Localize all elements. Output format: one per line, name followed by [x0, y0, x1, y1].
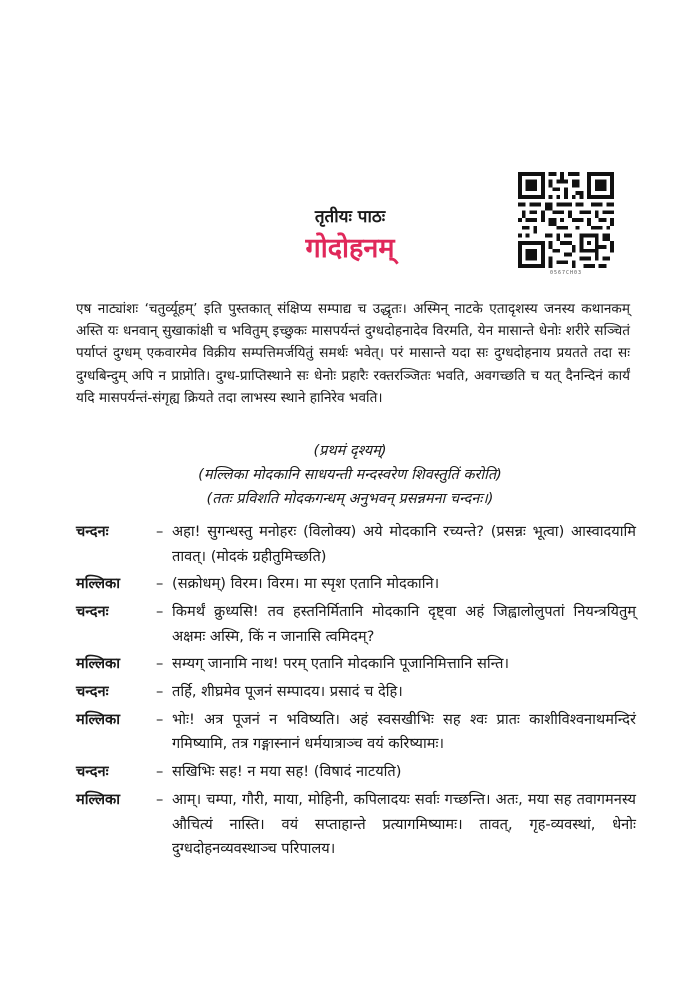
- speaker-dash: –: [156, 710, 164, 728]
- dialogue-line: [76, 680, 636, 705]
- dialogue-line: [76, 708, 636, 757]
- speech-text: सखिभिः सह! न मया सह! (विषादं नाटयति): [172, 763, 402, 781]
- speaker-dash: –: [156, 523, 164, 540]
- speaker-dash: –: [156, 655, 164, 673]
- dialogue: [76, 520, 636, 865]
- speech-text: सम्यग् जानामि नाथ! परम् एतानि मोदकानि पूजानिमित्तानि सन्ति।: [172, 655, 509, 673]
- scene-heading: (प्रथमं दृश्यम्): [313, 443, 387, 459]
- stage-direction: (ततः प्रविशति मोदकगन्धम् अनुभवन् प्रसन्नमना चन्दनः।): [206, 491, 494, 507]
- speaker-name: मल्लिका: [76, 710, 120, 728]
- qr-code-label: 0567CH03: [549, 270, 583, 276]
- speaker-name: मल्लिका: [76, 575, 120, 593]
- dialogue-line: [76, 652, 636, 677]
- speaker-dash: –: [156, 791, 164, 809]
- dialogue-line: [76, 600, 636, 649]
- speaker-dash: –: [156, 683, 164, 701]
- speaker-name: मल्लिका: [76, 791, 120, 809]
- dialogue-line: [76, 760, 636, 785]
- speaker-name: चन्दनः: [76, 763, 109, 781]
- dialogue-line: [76, 572, 636, 597]
- speaker-dash: –: [156, 763, 164, 781]
- speech-text: किमर्थं क्रुध्यसि! तव हस्तनिर्मितानि मोदकानि दृष्ट्वा अहं जिह्वालोलुपतां नियन्त्रयितुम् अक्षमः अस्मि, किं न जानासि त्वमिदम्?: [172, 603, 636, 645]
- qr-code-icon[interactable]: [518, 172, 614, 268]
- speech-text: (सक्रोधम्) विरम। विरम। मा स्पृश एतानि मोदकानि।: [172, 575, 440, 593]
- speaker-name: मल्लिका: [76, 655, 120, 673]
- speech-text: अहा! सुगन्धस्तु मनोहरः (विलोक्य) अये मोदकानि रच्यन्ते? (प्रसन्नः भूत्वा) आस्वादयामि तावत्। (मोदकं ग्रहीतुमिच्छति): [172, 523, 636, 565]
- dialogue-line: [76, 788, 636, 862]
- lesson-title: गोदोहनम्: [305, 233, 395, 264]
- speech-text: भोः! अत्र पूजनं न भविष्यति। अहं स्वसखीभिः सह श्वः प्रातः काशीविश्वनाथमन्दिरं गमिष्यामि, तत्र गङ्गास्नानं धर्मयात्राञ्च वयं करिष्यामः।: [172, 710, 636, 753]
- speaker-name: चन्दनः: [76, 523, 109, 540]
- dialogue-line: [76, 520, 636, 569]
- speaker-dash: –: [156, 603, 164, 621]
- speech-text: तर्हि, शीघ्रमेव पूजनं सम्पादय। प्रसादं च देहि।: [172, 683, 403, 701]
- speaker-name: चन्दनः: [76, 683, 109, 701]
- speech-text: आम्। चम्पा, गौरी, माया, मोहिनी, कपिलादयः सर्वाः गच्छन्ति। अतः, मया सह तवागमनस्य औचित्यं नास्ति। वयं सप्ताहान्ते प्रत्यागमिष्यामः। तावत्, गृह-व्यवस्थां, धेनोः दुग्धदोहनव्यवस्थाञ्च परिपालय।: [172, 791, 636, 858]
- speaker-dash: –: [156, 575, 164, 593]
- speaker-name: चन्दनः: [76, 603, 109, 621]
- lesson-number: तृतीयः पाठः: [314, 207, 386, 227]
- intro-paragraph: एष नाट्यांशः ‘चतुर्व्यूहम्’ इति पुस्तकात् संक्षिप्य सम्पाद्य च उद्धृतः। अस्मिन् नाटके एतादृशस्य जनस्य कथानकम् अस्ति यः धनवान् सुखाकांक्षी च भवितुम् इच्छुकः मासपर्यन्तं दुग्धदोहनादेव विरमति, येन मासान्ते धेनोः शरीरे सञ्चितं पर्याप्तं दुग्धम् एकवारमेव विक्रीय सम्पत्तिमर्जयितुं समर्थः भवेत्। परं मासान्ते यदा सः दुग्धदोहनाय प्रयतते तदा सः दुग्धबिन्दुम् अपि न प्राप्नोति। दुग्ध-प्राप्तिस्थाने सः धेनोः प्रहारैः रक्तरञ्जितः भवति, अवगच्छति च यत् दैनन्दिनं कार्यं यदि मासपर्यन्तं-संगृह्य क्रियते तदा लाभस्य स्थाने हानिरेव भवति।: [76, 301, 630, 406]
- stage-direction: (मल्लिका मोदकानि साधयन्ती मन्दस्वरेण शिवस्तुतिं करोति): [198, 467, 502, 483]
